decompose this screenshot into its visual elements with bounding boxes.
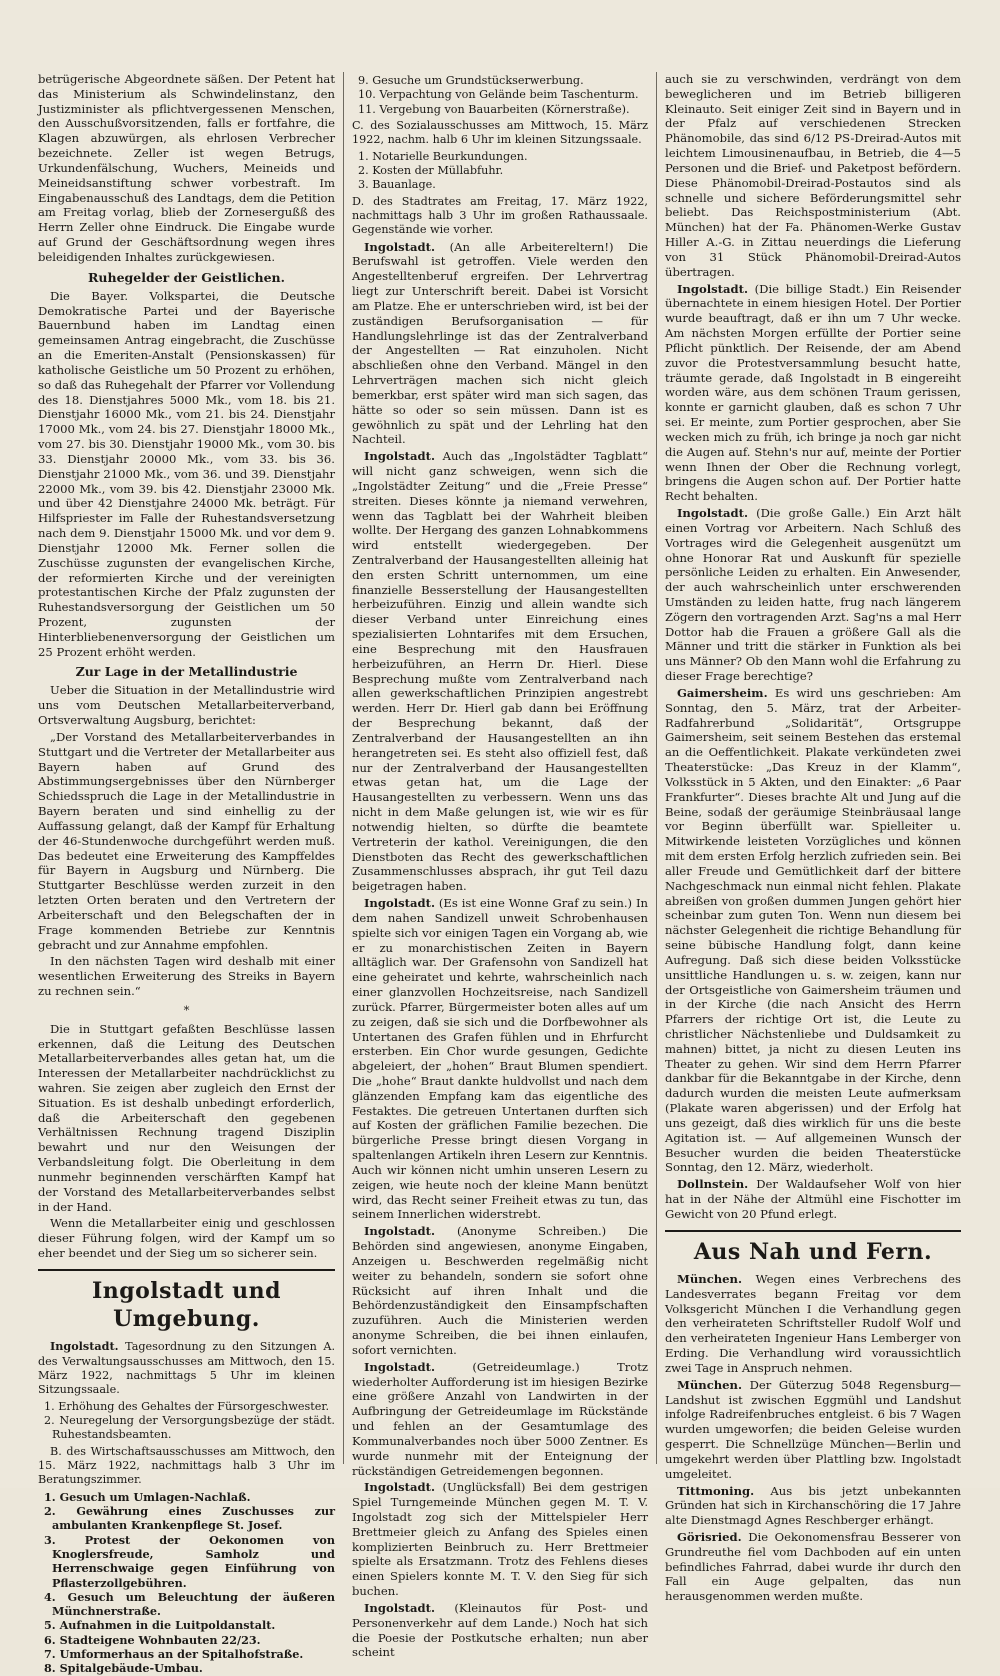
article-text: Der Waldaufseher Wolf von hier hat in der Nähe der Altmühl eine Fischotter im Gewicht von 20 Pfund erlegt. [665,1177,961,1221]
article-paragraph [665,282,961,504]
columns [30,72,970,1676]
article-text: (Anonyme Schreiben.) Die Behörden sind angewiesen, anonyme Eingaben, Anzeigen u. Beschwerden regelmäßig nicht weiter zu behandeln, sondern sie sofort ohne Rücksicht auf ihren Inhalt und die Behördenzuständigkeit den Einsampfschaften zuzuführen. Auch die Ministerien werden anonyme Schreiben, die bei ihnen einlaufen, sofort vernichten. [352,1224,648,1357]
location-label: München. [677,1271,743,1286]
subheading-ruhegelder: Ruhegelder der Geistlichen. [88,269,285,285]
agenda-item: 10. Verpachtung von Gelände beim Taschenturm. [358,88,639,102]
section-heading-ingolstadt: Ingolstadt und Umgebung. [38,1269,335,1333]
article-paragraph [665,686,961,1175]
article-paragraph: Wenn die Metallarbeiter einig und geschlossen dieser Führung folgen, wird der Kampf um so eher beendet und der Sieg um so sicherer sein. [38,1216,335,1261]
article-paragraph [352,1224,648,1357]
location-label: Ingolstadt. [677,506,748,521]
agenda-item: 7. Umformerhaus an der Spitalhofstraße. [44,1647,304,1662]
article-paragraph [352,449,648,894]
article-text: Aus bis jetzt unbekannten Gründen hat sich in Kirchanschöring die 17 Jahre alte Dienstmagd Agnes Reschberger erhängt. [665,1483,962,1528]
subheading-metallindustrie: Zur Lage in der Metallindustrie [75,664,298,680]
article-paragraph [38,1339,335,1397]
location-label: Dollnstein. [677,1177,749,1192]
article-text: Es wird uns geschrieben: Am Sonntag, den 5. März, trat der Arbeiter-Radfahrerbund „Solidarität“, Ortsgruppe Gaimersheim, seit seinem Bestehen das erstemal an die Oeffentlichkeit. Plakate verkündeten zwei Theaterstücke: „Das Kreuz in der Klamm“, Volksstück in 5 Akten, und den Einakter: „6 Paar Frankfurter“. Dieses brachte Alt und Jung auf die Beine, sodaß der geräumige Steinbräusaal lange vor Beginn überfüllt war. Spielleiter u. Mitwirkende leisteten Vorzügliches und können mit dem ersten Erfolg herzlich zufrieden sein. Bei aller Freude und Gemütlichkeit darf der bittere Nachgeschmack nun einmal nicht fehlen. Plakate abreißen von großen dummen Jungen gehört hier scheinbar zum guten Ton. Wenn nun diesem bei nächster Gelegenheit die richtige Behandlung für seine bübische Handlung folgt, dann keine Aufregung. Daß sich diese beiden Volksstücke unsittliche Handlungen u. s. w. zeigen, kann nur der Ortsgeistliche von Gaimersheim träumen und in der Kirche (die nach Ansicht des Herrn Pfarrers der richtige Ort ist, die Leute zu christlicher Nächstenliebe und Duldsamkeit zu mahnen) bittet, ja nicht zu diesen Leuten ins Theater zu gehen. Wir sind dem Herrn Pfarrer dankbar für die Bekanntgabe in der Kirche, denn dadurch wurden die meisten Leute aufmerksam (Plakate waren abgerissen) und der Erfolg hat uns gezeigt, daß dies wirklich für uns die beste Agitation ist. — Auf allgemeinen Wunsch der Besucher wurden die beiden Theaterstücke Sonntag, den 12. März, wiederholt. [665,685,961,1175]
article-text: Der Güterzug 5048 Regensburg—Landshut ist zwischen Eggmühl und Landshut infolge Radreifenbruches entgleist. 6 bis 7 Wagen wurden umgeworfen; die beiden Geleise wurden gesperrt. Die Schnellzüge München—Berlin und umgekehrt werden über Plattling bzw. Ingolstadt umgeleitet. [665,1377,961,1481]
article-paragraph [665,1378,961,1482]
location-label: München. [677,1377,743,1392]
article-paragraph: D. des Stadtrates am Freitag, 17. März 1922, nachmittags halb 3 Uhr im großen Rathaussaale. Gegenstände wie vorher. [352,194,648,237]
agenda-item: 11. Vergebung von Bauarbeiten (Körnerstraße). [358,102,630,116]
location-label: Tittmoning. [677,1483,755,1498]
article-paragraph: Ueber die Situation in der Metallindustrie wird uns vom Deutschen Metallarbeiterverband, Ortsverwaltung Augsburg, berichtet: [38,683,335,728]
article-paragraph: Die in Stuttgart gefaßten Beschlüsse lassen erkennen, daß die Leitung des Deutschen Metallarbeiterverbandes alles getan hat, um die Interessen der Metallarbeiter nachdrücklichst zu wahren. Sie zeigen aber zugleich den Ernst der Situation. Es ist deshalb unbedingt erforderlich, daß die Arbeiterschaft den gegebenen Verhältnissen Rechnung tragend Disziplin bewahrt und nur den Weisungen der Verbandsleitung folgt. Die Oberleitung in dem nunmehr beginnenden verschärften Kampf hat der Vorstand des Metallarbeiterverbandes selbst in der Hand. [38,1021,335,1214]
agenda-item: 6. Stadteigene Wohnbauten 22/23. [44,1632,261,1647]
agenda-list-b-continued [352,74,648,117]
column-3 [656,72,969,1604]
article-text: Die Oekonomensfrau Besserer von Grundreuthe fiel vom Dachboden auf ein unten befindliches Fahrrad, dabei wurde ihr durch den Fall ein Auge gelpalten, das nun herausgenommen werden mußte. [665,1530,962,1604]
agenda-item: 3. Bauanlage. [358,178,436,192]
article-paragraph [665,1177,961,1221]
agenda-item: 1. Erhöhung des Gehaltes der Fürsorgeschwester. [44,1399,330,1413]
article-paragraph [352,1601,648,1660]
article-text: (Unglücksfall) Bei dem gestrigen Spiel Turngemeinde München gegen M. T. V. Ingolstadt zog sich der Mittelspieler Herr Brettmeier gleich zu Anfang des Spieles einen komplizierten Beinbruch zu. Herr Brettmeier spielte als Ersatzmann. Trotz des Fehlens dieses einen Spielers konnte M. T. V. den Sieg für sich buchen. [352,1480,649,1599]
agenda-item: 4. Gesuch um Beleuchtung der äußeren Münchnerstraße. [44,1589,335,1619]
column-1 [30,72,343,1676]
agenda-item: 2. Kosten der Müllabfuhr. [358,163,504,177]
article-text: Tagesordnung zu den Sitzungen A. des Verwaltungsausschusses am Mittwoch, den 15. März 1922, nachmittags 5 Uhr im kleinen Sitzungssaale. [38,1340,335,1397]
location-label: Ingolstadt. [364,1600,435,1615]
article-paragraph [665,1272,961,1376]
location-label: Ingolstadt. [50,1339,119,1354]
separator-star: * [183,1002,190,1017]
location-label: Ingolstadt. [364,1480,435,1495]
article-paragraph [352,1360,648,1479]
article-text: (Die große Galle.) Ein Arzt hält einen Vortrag vor Arbeitern. Nach Schluß des Vortrages wird die Gelegenheit ausgenützt um ohne Honorar Rat und Auskunft für spezielle persönliche Leiden zu erhalten. Ein Anwesender, der auch wahrscheinlich unter erschwerenden Umständen zu leiden hatte, frug nach längerem Zögern den vortragenden Arzt. Sag'ns a mal Herr Dottor hab die Frauen a größere Gall als die Männer und tritt die stärker in Funktion als bei uns Männer? Ob den Mann wohl die Erfahrung zu dieser Frage berechtige? [665,506,961,684]
agenda-item: 5. Aufnahmen in die Luitpoldanstalt. [44,1618,276,1633]
article-paragraph: betrügerische Abgeordnete säßen. Der Petent hat das Ministerium als Schwindelinstanz, den Justizminister als pflichtvergessenen Menschen, den Ausschußvorsitzenden, falls er fortfahre, die Klagen abzuwürgen, als ehrlosen Verbrecher bezeichnete. Zeller ist wegen Betrugs, Urkundenfälschung, Wuchers, Meineids und Meineidsanstiftung schwer vorbestraft. Im Eingabenausschuß des Landtags, dem die Petition am Freitag vorlag, blieb der Zornesergußß des Herrn Zeller ohne Eindruck. Die Eingabe wurde auf Grund der Geschäftsordnung wegen ihres beleidigenden Inhaltes zurückgewiesen. [38,72,335,264]
article-paragraph [665,1484,961,1528]
location-label: Ingolstadt. [677,281,748,296]
location-label: Görisried. [677,1530,742,1544]
article-paragraph [665,506,961,684]
article-text: Wegen eines Verbrechens des Landesverrates begann Freitag vor dem Volksgericht München I die Verhandlung gegen den verheirateten Schriftsteller Rudolf Wolf und den verheirateten Ingenieur Hans Lemberger von Erding. Die Verhandlung wird voraussichtlich zwei Tage in Anspruch nehmen. [665,1271,961,1375]
article-paragraph: In den nächsten Tagen wird deshalb mit einer wesentlichen Erweiterung des Streiks in Bayern zu rechnen sein.“ [38,954,335,999]
agenda-list-b [38,1490,335,1676]
article-paragraph: „Der Vorstand des Metallarbeiterverbandes in Stuttgart und die Vertreter der Metallarbeiter aus Bayern haben auf Grund des Abstimmungsergebnisses über den Nürnberger Schiedsspruch die Lage in der Metallindustrie in Bayern beraten und sind einhellig zu der Auffassung gelangt, daß der Kampf für Erhaltung der 46-Stundenwoche durchgeführt werden muß. Das bedeutet eine Erweiterung des Kampffeldes für Bayern in Augsburg und Nürnberg. Die Stuttgarter Beschlüsse werden zurzeit in den letzten Orten beraten und den Vertretern der Arbeiterschaft und den Belegschaften der in Frage kommenden Betriebe zur Kenntnis gebracht und zur Annahme empfohlen. [38,729,335,952]
article-paragraph: C. des Sozialausschusses am Mittwoch, 15. März 1922, nachm. halb 6 Uhr im kleinen Sitzungssaale. [352,118,648,147]
agenda-item: 9. Gesuche um Grundstückserwerbung. [358,74,584,87]
location-label: Ingolstadt. [364,896,435,911]
location-label: Ingolstadt. [364,1224,435,1239]
article-paragraph: B. des Wirtschaftsausschusses am Mittwoch, den 15. März 1922, nachmittags halb 3 Uhr im Beratungszimmer. [38,1444,335,1487]
agenda-list-a [38,1400,335,1443]
article-text: (Die billige Stadt.) Ein Reisender übernachtete in einem hiesigen Hotel. Der Portier wurde beauftragt, daß er ihn um 7 Uhr wecke. Am nächsten Morgen erfüllte der Portier seine Pflicht pünktlich. Der Reisende, der am Abend zuvor die Protestversammlung besucht hatte, träumte gerade, daß Ingolstadt in B eingereiht worden wäre, aus dem schönen Traum gerissen, konnte er garnicht glauben, daß es schon 7 Uhr sei. Er meinte, zum Portier gesprochen, aber Sie wecken mich zu früh, ich bringe ja noch gar nicht die Augen auf. Stehn's nur auf, meinte der Portier wenn Ihnen der Ober die Rechnung vorlegt, bringens die Augen schon auf. Der Portier hatte Recht behalten. [665,281,962,504]
agenda-list-c [352,150,648,193]
article-paragraph [665,1530,961,1604]
agenda-item: 2. Neuregelung der Versorgungsbezüge der städt. Ruhestandsbeamten. [44,1413,335,1442]
agenda-item: 3. Protest der Oekonomen von Knoglersfreude, Samholz und Herrenschwaige gegen Einführung von Pflasterzollgebühren. [44,1532,335,1590]
article-paragraph [352,1480,648,1599]
article-paragraph: auch sie zu verschwinden, verdrängt von dem beweglicheren und im Betrieb billigeren Kleinauto. Seit einiger Zeit sind in Bayern und in der Pfalz auf verschiedenen Strecken Phänomobile, das sind 6/12 PS-Dreirad-Autos mit leichtem Limousinenaufbau, in Betrieb, die 4—5 Personen und die Brief- und Paketpost befördern. Diese Phänomobil-Dreirad-Postautos sind als schnelle und sichere Beförderungsmittel sehr beliebt. Das Reichspostministerium (Abt. München) hat der Fa. Phänomen-Werke Gustav Hiller A.-G. in Zittau neuerdings die Lieferung von 31 Stück Phänomobil-Dreirad-Autos übertragen. [665,72,961,279]
article-text: (Kleinautos für Post- und Personenverkehr auf dem Lande.) Noch hat sich die Poesie der Postkutsche erhalten; nun aber scheint [352,1600,648,1660]
location-label: Ingolstadt. [364,449,435,464]
section-heading-nah-fern: Aus Nah und Fern. [665,1230,961,1266]
article-text: Auch das „Ingolstädter Tagblatt“ will nicht ganz schweigen, wenn sich die „Ingolstädter Zeitung“ und die „Freie Presse“ streiten. Dieses könnte ja niemand verwehren, wenn das Tagblatt bei der Wahrheit bleiben wollte. Der Hergang des ganzen Lohnabkommens wird entstellt wiedergegeben. Der Zentralverband der Hausangestellten alleinig hat den ersten Schritt unternommen, um eine finanzielle Besserstellung der Hausangestellten herbeizuführen. Einzig und allein wandte sich dieser Verband unter Einreichung eines spezialisierten Lohntarifes mit dem Ersuchen, eine Besprechung mit den Hausfrauen herbeizuführen, an Herrn Dr. Hierl. Diese Besprechung mußte vom Zentralverband nach allen gewerkschaftlichen Prinzipien angestrebt werden. Herr Dr. Hierl gab dann bei Eröffnung der Besprechung bekannt, daß der Zentralverband der Hausangestellten an ihn herangetreten sei. Es steht also offiziell fest, daß nur der Zentralverband der Hausangestellten etwas getan hat, um die Lage der Hausangestellten zu verbessern. Wenn uns das nicht in dem Maße gelungen ist, wie wir es für notwendig hielten, so dürfte die beamtete Vertreterin der kathol. Vereinigungen, die den Dienstboten das Recht des gewerkschaftlichen Zusammenschlusses absprach, ihr gut Teil dazu beigetragen haben. [352,449,648,894]
article-text: (An alle Arbeitereltern!) Die Berufswahl ist getroffen. Viele werden den Angestelltenberuf ergreifen. Der Lehrvertrag liegt zur Unterschrift bereit. Dabei ist Vorsicht am Platze. Ehe er unterschrieben wird, ist bei der zuständigen Berufsorganisation — für Handlungslehrlinge ist das der Zentralverband der Angestellten — Rat einzuholen. Nicht abschließen ohne den Verband. Mängel in den Lehrverträgen machen sich nicht gleich bemerkbar, erst später wird man sich sagen, das hätte so oder so sein müssen. Dann ist es gewöhnlich zu spät und der Lehrling hat den Nachteil. [352,239,648,447]
article-paragraph: Die Bayer. Volkspartei, die Deutsche Demokratische Partei und der Bayerische Bauernbund haben im Landtag einen gemeinsamen Antrag eingebracht, die Zuschüsse an die Emeriten-Anstalt (Pensionskassen) für katholische Geistliche um 50 Prozent zu erhöhen, so daß das Ruhegehalt der Pfarrer vor Vollendung des 18. Dienstjahres 5000 Mk., vom 18. bis 21. Dienstjahr 16000 Mk., vom 21. bis 24. Dienstjahr 17000 Mk., vom 24. bis 27. Dienstjahr 18000 Mk., vom 27. bis 30. Dienstjahr 19000 Mk., vom 30. bis 33. Dienstjahr 20000 Mk., vom 33. bis 36. Dienstjahr 21000 Mk., vom 36. und 39. Dienstjahr 22000 Mk., vom 39. bis 42. Dienstjahr 23000 Mk. und über 42 Dienstjahre 24000 Mk. beträgt. Für Hilfspriester im Falle der Ruhestandsversetzung nach dem 9. Dienstjahr 15000 Mk. und vor dem 9. Dienstjahr 12000 Mk. Ferner sollen die Zuschüsse zugunsten der evangelischen Kirche, der reformierten Kirche und der vereinigten protestantischen Kirche der Pfalz zugunsten der Ruhestandsversorgung der Geistlichen um 50 Prozent, zugunsten der Hinterbliebenenversorgung der Geistlichen um 25 Prozent erhöht werden. [38,288,335,659]
column-2 [343,72,656,1660]
location-label: Ingolstadt. [364,1359,435,1374]
article-text: (Getreideumlage.) Trotz wiederholter Aufforderung ist im hiesigen Bezirke eine größere Anzahl von Landwirten in der Aufbringung der Getreideumlage im Rückstände und fehlen an der Gesamtumlage des Kommunalverbandes noch über 5000 Zentner. Es wurde nunmehr mit der Enteignung der rückständigen Getreidemengen begonnen. [352,1359,649,1478]
agenda-item: 1. Notarielle Beurkundungen. [358,149,528,163]
agenda-item: 1. Gesuch um Umlagen-Nachlaß. [44,1489,251,1504]
location-label: Gaimersheim. [677,685,768,700]
article-text: (Es ist eine Wonne Graf zu sein.) In dem nahen Sandizell unweit Schrobenhausen spielte sich vor einigen Tagen ein Vorgang ab, wie er zu monarchistischen Zeiten in Bayern alltäglich war. Der Grafensohn von Sandizell hat eine geheiratet und kehrte, wahrscheinlich nach einer glanzvollen Hochzeitsreise, nach Sandizell zurück. Pfarrer, Bürgermeister boten alles auf um zu zeigen, daß sie sich und die Dorfbewohner als Untertanen des Grafen fühlen und in Ehrfurcht ersterben. Ein Chor wurde gesungen, Gedichte abgeleiert, der „hohen“ Braut Blumen spendiert. Die „hohe“ Braut dankte huldvollst und nach dem glänzenden Empfang kam das eigentliche des Festaktes. Die getreuen Untertanen durften sich auf Kosten der gräflichen Familie bezechen. Die bürgerliche Presse bringt diesen Vorgang in spaltenlangen Artikeln ihren Lesern zur Kenntnis. Auch wir können nicht umhin unseren Lesern zu zeigen, wie heute noch der kleine Mann benützt wird, das Recht seiner Freiheit etwas zu tun, das seinem Innerlichen widerstrebt. [352,896,648,1222]
article-paragraph [352,240,648,448]
agenda-item: 2. Gewährung eines Zuschusses zur ambulanten Krankenpflege St. Josef. [44,1503,335,1533]
location-label: Ingolstadt. [364,239,435,254]
article-paragraph [352,896,648,1222]
agenda-item: 8. Spitalgebäude-Umbau. [44,1661,203,1676]
